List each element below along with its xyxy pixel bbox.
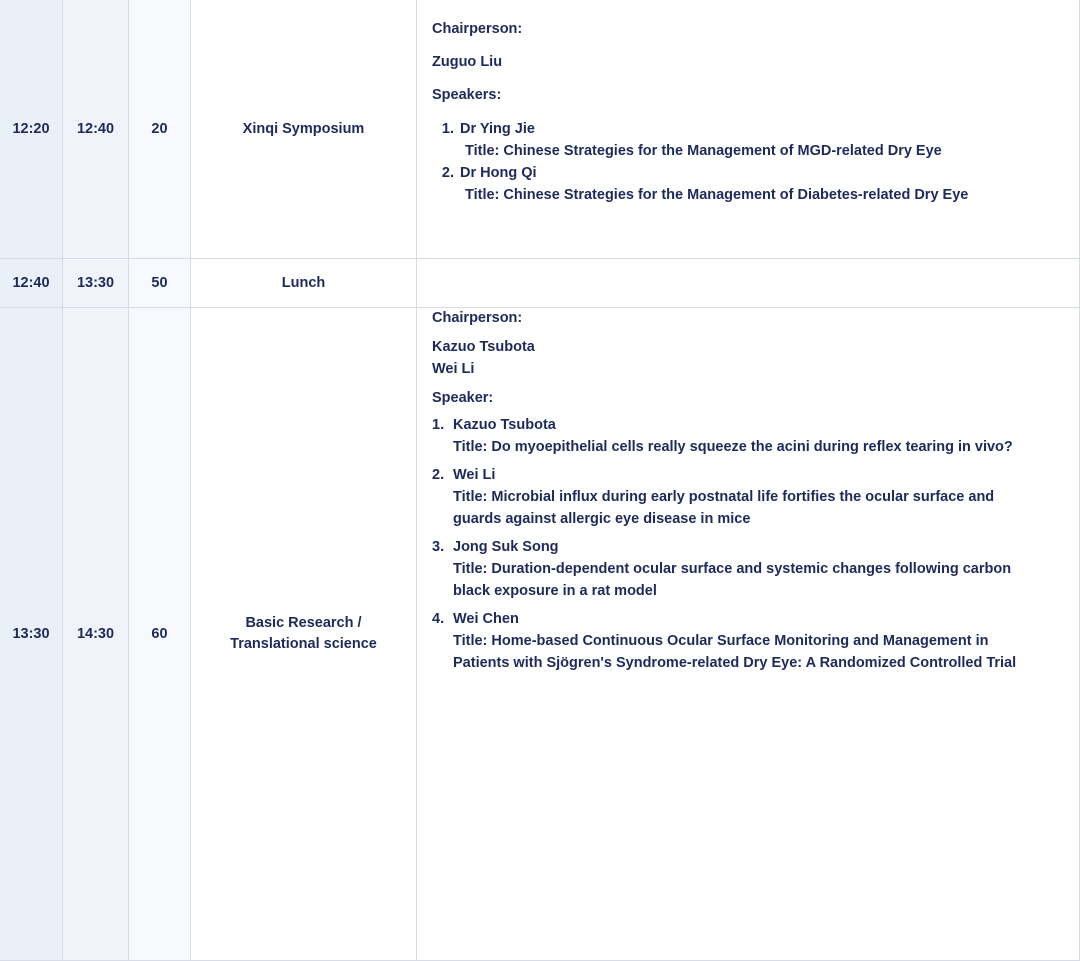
speaker-name: Dr Ying Jie (460, 121, 535, 137)
start-time: 12:20 (12, 121, 50, 137)
session-details (417, 0, 1080, 259)
speaker-item (432, 464, 1016, 530)
topic-line: Basic Research / (245, 615, 362, 631)
talk-title-continued: Patients with Sjögren's Syndrome-related Dry Eye: A Randomized Controlled Trial (453, 655, 1017, 671)
duration-cell (129, 308, 191, 961)
chairperson-name: Wei Li (432, 361, 475, 377)
speaker-number: 3. (432, 539, 445, 555)
speaker-item (432, 118, 968, 162)
end-time: 12:40 (76, 121, 115, 137)
speaker-number: 1. (432, 417, 445, 433)
speaker-name: Wei Li (453, 467, 496, 483)
talk-title: Title: Home-based Continuous Ocular Surface Monitoring and Management in (453, 633, 989, 649)
speaker-number: 1. (441, 121, 454, 137)
chairperson-label: Chairperson: (432, 21, 523, 37)
speaker-item (432, 608, 1016, 674)
session-topic (191, 0, 417, 259)
end-time-cell (63, 0, 129, 259)
speaker-number: 4. (432, 611, 445, 627)
speaker-list (432, 118, 968, 206)
topic-line: Lunch (281, 274, 326, 291)
talk-title-continued: black exposure in a rat model (453, 583, 657, 599)
talk-title: Title: Microbial influx during early postnatal life fortifies the ocular surface and (453, 489, 995, 505)
speakers-label: Speaker: (432, 390, 494, 406)
topic-line: Xinqi Symposium (242, 120, 365, 137)
start-time: 12:40 (12, 275, 50, 291)
speaker-number: 2. (432, 467, 445, 483)
start-time-cell (0, 0, 63, 259)
session-topic (191, 259, 417, 308)
talk-title: Title: Do myoepithelial cells really squeeze the acini during reflex tearing in vivo? (453, 439, 1013, 455)
speakers-label: Speakers: (432, 87, 502, 103)
start-time-cell (0, 259, 63, 308)
talk-title: Title: Chinese Strategies for the Management of Diabetes-related Dry Eye (465, 187, 969, 203)
chairperson-name: Kazuo Tsubota (432, 339, 535, 355)
speaker-name: Jong Suk Song (453, 539, 559, 555)
talk-title-continued: guards against allergic eye disease in mice (453, 511, 751, 527)
speaker-name: Kazuo Tsubota (453, 417, 556, 433)
duration: 50 (151, 275, 168, 291)
end-time-cell (63, 259, 129, 308)
chairperson-names (432, 336, 1016, 380)
speaker-number: 2. (441, 165, 454, 181)
duration: 60 (151, 626, 168, 642)
talk-title: Title: Chinese Strategies for the Management of MGD-related Dry Eye (465, 143, 942, 159)
start-time-cell (0, 308, 63, 961)
duration-cell (129, 259, 191, 308)
speaker-name: Dr Hong Qi (460, 165, 537, 181)
talk-title: Title: Duration-dependent ocular surface and systemic changes following carbon (453, 561, 1012, 577)
speaker-item (432, 536, 1016, 602)
duration: 20 (151, 121, 168, 137)
chairperson-label: Chairperson: (432, 310, 523, 326)
end-time: 13:30 (76, 275, 115, 291)
speaker-name: Wei Chen (453, 611, 519, 627)
session-details-empty (417, 259, 1080, 308)
start-time: 13:30 (12, 626, 50, 642)
session-topic (191, 308, 417, 961)
session-details (417, 308, 1080, 961)
speaker-item (432, 162, 968, 206)
chairperson-name: Zuguo Liu (432, 54, 503, 70)
speaker-item (432, 414, 1016, 458)
duration-cell (129, 0, 191, 259)
end-time: 14:30 (76, 626, 115, 642)
topic-line: Translational science (230, 636, 377, 652)
end-time-cell (63, 308, 129, 961)
